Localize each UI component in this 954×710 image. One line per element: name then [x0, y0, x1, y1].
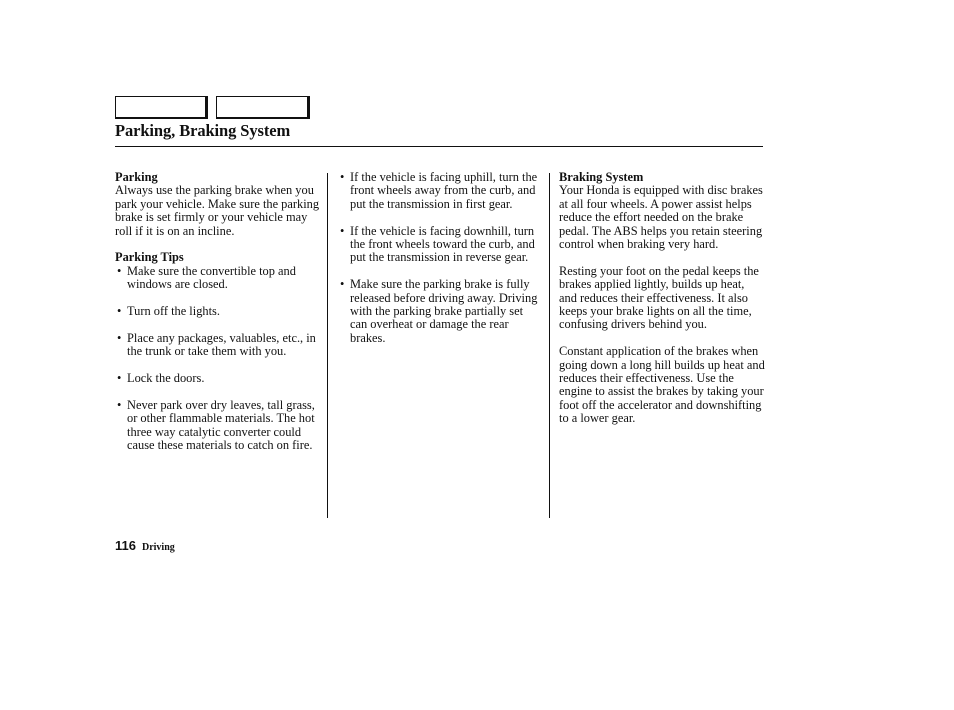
tip-text: Never park over dry leaves, tall grass, or other flammable materials. The hot three way catalytic converter could cause these materials to catch on fire.	[127, 397, 315, 453]
bullet-icon: •	[117, 304, 122, 319]
tip-item	[115, 332, 323, 359]
column-divider-2	[549, 173, 550, 518]
bullet-icon: •	[117, 330, 122, 345]
tip-text: Place any packages, valuables, etc., in the trunk or take them with you.	[127, 330, 316, 359]
braking-system-heading: Braking System	[559, 170, 644, 184]
tip-item	[338, 225, 542, 265]
column-right	[559, 171, 765, 426]
column-middle	[338, 171, 542, 345]
tip-text: Make sure the convertible top and windows are closed.	[127, 263, 296, 292]
tip-item	[115, 372, 323, 385]
bullet-icon: •	[117, 397, 122, 412]
tip-item	[115, 265, 323, 292]
parking-paragraph: Always use the parking brake when you park your vehicle. Make sure the parking brake is set firmly or your vehicle may roll if it is on an incline.	[115, 183, 320, 238]
column-left	[115, 171, 323, 452]
page-title: Parking, Braking System	[115, 121, 291, 140]
page-footer	[115, 537, 175, 555]
tip-text: Lock the doors.	[127, 371, 205, 386]
column-divider-1	[327, 173, 328, 518]
parking-heading: Parking	[115, 170, 158, 184]
section-tab-box-2	[216, 96, 310, 119]
tip-text: If the vehicle is facing downhill, turn the front wheels toward the curb, and put the transmission in reverse gear.	[350, 223, 535, 265]
tip-text: Make sure the parking brake is fully released before driving away. Driving with the parking brake partially set can overheat or damage the rear brakes.	[350, 277, 538, 345]
braking-paragraph: Constant application of the brakes when going down a long hill builds up heat and reduces their effectiveness. Use the engine to assist the brakes by taking your foot off the accelerator and downshifting to a lower gear.	[559, 344, 765, 426]
section-name: Driving	[141, 542, 175, 553]
tip-item	[115, 305, 323, 318]
section-tab-box-1	[115, 96, 208, 119]
braking-paragraph: Resting your foot on the pedal keeps the brakes applied lightly, builds up heat, and reduces their effectiveness. It also keeps your brake lights on all the time, confusing drivers behind you.	[559, 263, 759, 332]
parking-tips-heading: Parking Tips	[115, 250, 184, 265]
tip-item	[115, 399, 323, 453]
tip-text: Turn off the lights.	[127, 304, 220, 319]
bullet-icon: •	[117, 371, 122, 386]
bullet-icon: •	[340, 223, 345, 238]
bullet-icon: •	[117, 263, 122, 278]
bullet-icon: •	[340, 170, 345, 184]
braking-paragraph: Your Honda is equipped with disc brakes at all four wheels. A power assist helps reduce the effort needed on the brake pedal. The ABS helps you retain steering control when braking very hard.	[559, 183, 763, 252]
title-rule	[115, 146, 763, 147]
bullet-icon: •	[340, 277, 345, 292]
tip-text: If the vehicle is facing uphill, turn the front wheels away from the curb, and put the transmission in first gear.	[350, 170, 538, 211]
tip-item	[338, 171, 542, 211]
page-number: 116	[115, 538, 136, 553]
tip-item	[338, 278, 542, 345]
